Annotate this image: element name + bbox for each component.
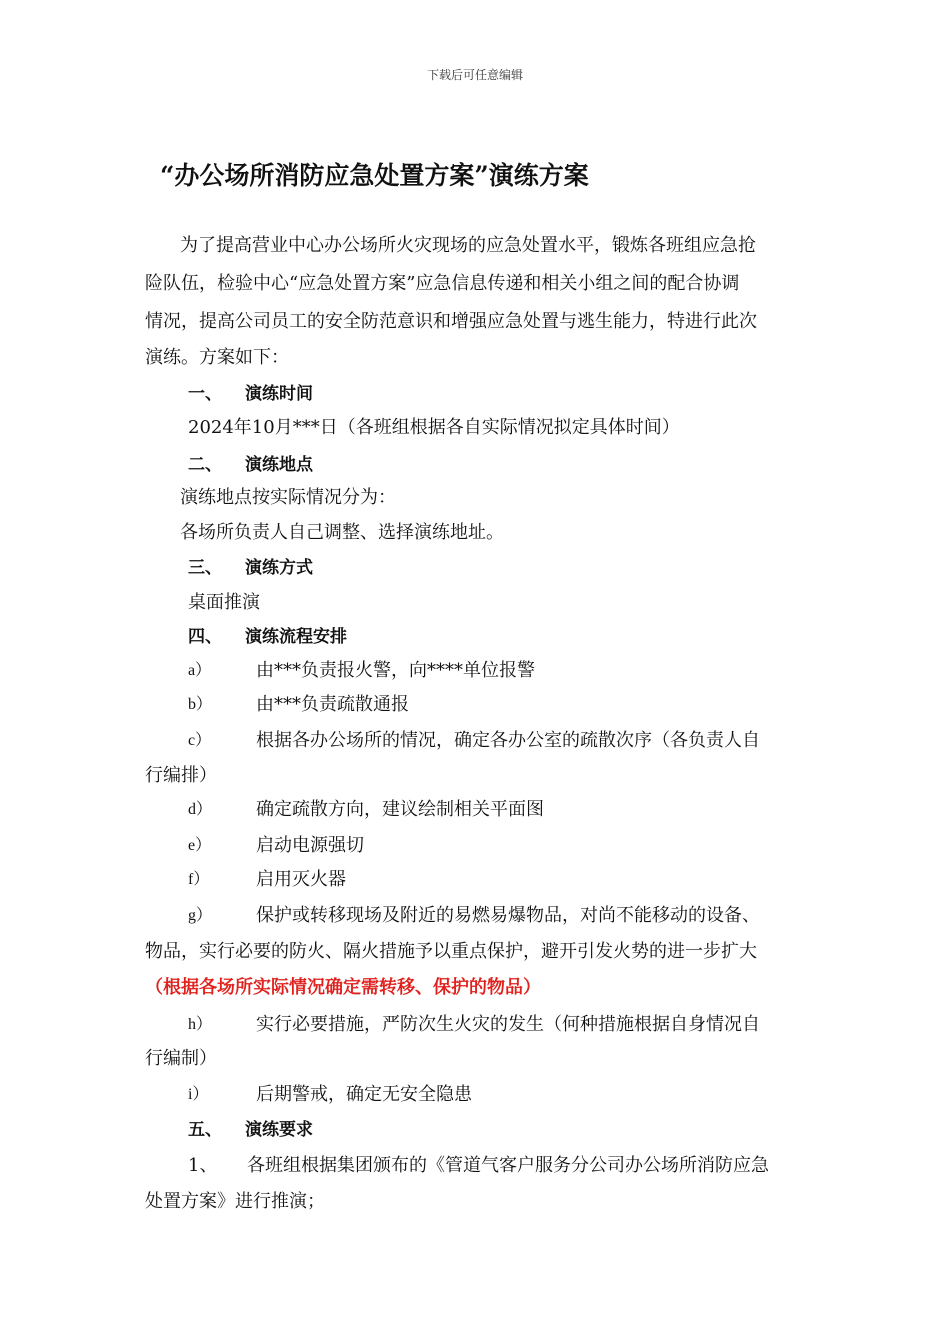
flow-item-h-text: 实行必要措施，严防次生火灾的发生（何种措施根据自身情况自	[256, 1014, 760, 1035]
location-line-2: 各场所负责人自己调整、选择演练地址。	[180, 522, 504, 543]
flow-item-a-text: 由***负责报火警，向****单位报警	[256, 660, 535, 681]
section-2-number: 二、	[188, 455, 222, 475]
section-4-number: 四、	[188, 627, 222, 647]
section-4-title: 演练流程安排	[245, 627, 347, 647]
flow-item-h-letter: h）	[188, 1016, 213, 1033]
section-5-title: 演练要求	[245, 1120, 313, 1140]
section-1-title: 演练时间	[245, 384, 313, 404]
requirement-1-number: 1、	[188, 1155, 218, 1176]
section-2-title: 演练地点	[245, 455, 313, 475]
flow-item-i-text: 后期警戒，确定无安全隐患	[256, 1084, 472, 1105]
section-5-number: 五、	[188, 1120, 222, 1140]
requirement-1-continuation: 处置方案》进行推演；	[145, 1191, 325, 1212]
intro-line-1: 为了提高营业中心办公场所火灾现场的应急处置水平，锻炼各班组应急抢	[180, 235, 756, 256]
section-3-number: 三、	[188, 558, 222, 578]
flow-item-g-highlight-note: （根据各场所实际情况确定需转移、保护的物品）	[145, 977, 541, 998]
location-line-1: 演练地点按实际情况分为：	[180, 487, 396, 508]
flow-item-g-continuation: 物品，实行必要的防火、隔火措施予以重点保护，避开引发火势的进一步扩大	[145, 941, 757, 962]
method-text: 桌面推演	[188, 592, 260, 613]
section-3-title: 演练方式	[245, 558, 313, 578]
flow-item-b-text: 由***负责疏散通报	[256, 694, 409, 715]
section-1-number: 一、	[188, 384, 222, 404]
document-title: “办公场所消防应急处置方案”演练方案	[160, 161, 589, 190]
header-note: 下载后可任意编辑	[426, 68, 523, 82]
flow-item-d-text: 确定疏散方向，建议绘制相关平面图	[256, 799, 544, 820]
intro-line-2: 险队伍，检验中心“应急处置方案”应急信息传递和相关小组之间的配合协调	[145, 273, 740, 294]
flow-item-e-letter: e）	[188, 837, 212, 854]
requirement-1-text: 各班组根据集团颁布的《管道气客户服务分公司办公场所消防应急	[247, 1155, 769, 1176]
time-text: 2024年10月***日（各班组根据各自实际情况拟定具体时间）	[188, 417, 680, 438]
flow-item-h-continuation: 行编制）	[145, 1048, 217, 1069]
flow-item-f-text: 启用灭火器	[256, 869, 346, 890]
flow-item-c-text: 根据各办公场所的情况，确定各办公室的疏散次序（各负责人自	[256, 730, 760, 751]
flow-item-c-letter: c）	[188, 732, 212, 749]
flow-item-f-letter: f）	[188, 871, 210, 888]
flow-item-i-letter: i）	[188, 1086, 209, 1103]
intro-line-4: 演练。方案如下：	[145, 347, 289, 368]
flow-item-d-letter: d）	[188, 801, 213, 818]
flow-item-c-continuation: 行编排）	[145, 765, 217, 786]
flow-item-e-text: 启动电源强切	[256, 835, 364, 856]
intro-line-3: 情况，提高公司员工的安全防范意识和增强应急处置与逃生能力，特进行此次	[145, 311, 757, 332]
flow-item-b-letter: b）	[188, 696, 213, 713]
flow-item-a-letter: a）	[188, 662, 212, 679]
flow-item-g-text: 保护或转移现场及附近的易燃易爆物品，对尚不能移动的设备、	[256, 905, 760, 926]
flow-item-g-letter: g）	[188, 907, 213, 924]
